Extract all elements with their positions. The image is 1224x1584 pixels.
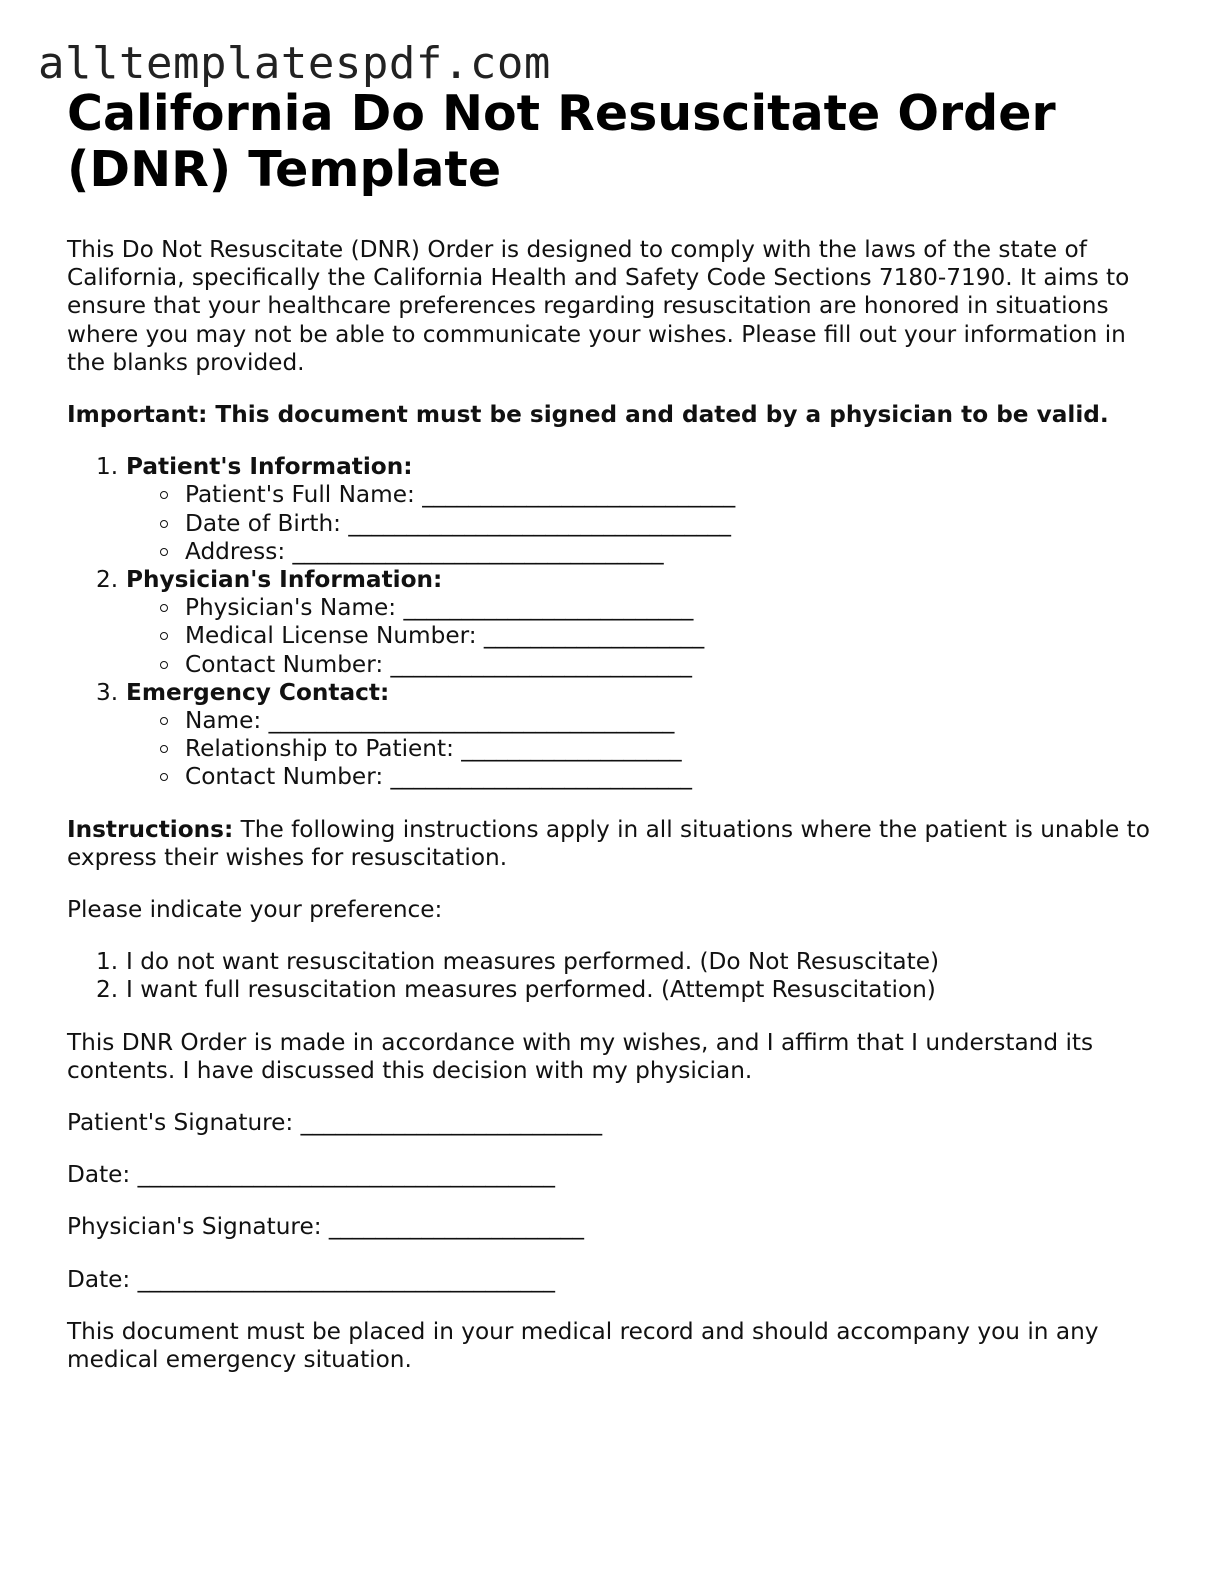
blank-line[interactable]: __________________________ xyxy=(390,650,692,678)
instructions-label: Instructions: xyxy=(67,815,234,843)
signature-label: Patient's Signature: xyxy=(67,1109,294,1137)
circle-bullet-icon xyxy=(160,661,168,669)
option-number: 1. xyxy=(96,948,119,976)
section-patient-info xyxy=(67,453,1167,566)
site-watermark: alltemplatespdf.com xyxy=(38,38,551,89)
blank-line[interactable]: __________________________ xyxy=(390,763,692,791)
signature-label: Physician's Signature: xyxy=(67,1213,322,1241)
blank-line[interactable]: __________________________ xyxy=(300,1109,603,1137)
physician-date-line[interactable] xyxy=(67,1266,1167,1294)
section-physician-info xyxy=(67,566,1167,679)
field-label: Medical License Number: xyxy=(185,622,477,650)
circle-bullet-icon xyxy=(160,548,168,556)
field-label: Contact Number: xyxy=(185,763,384,791)
circle-bullet-icon xyxy=(160,491,168,499)
option-text: I want full resuscitation measures performed. (Attempt Resuscitation) xyxy=(126,976,936,1004)
field-label: Date of Birth: xyxy=(185,509,341,537)
field-label: Address: xyxy=(185,537,286,565)
circle-bullet-icon xyxy=(160,604,168,612)
instructions-paragraph xyxy=(67,816,1167,872)
field-date-of-birth[interactable] xyxy=(126,510,1167,538)
preference-option-dnr[interactable] xyxy=(67,948,1167,976)
section-title: Patient's Information: xyxy=(126,453,413,481)
document-page xyxy=(67,86,1167,1374)
circle-bullet-icon xyxy=(160,632,168,640)
field-label: Physician's Name: xyxy=(185,594,397,622)
blank-line[interactable]: ___________________________________ xyxy=(268,707,675,735)
date-label: Date: xyxy=(67,1265,131,1293)
section-number: 2. xyxy=(96,566,119,594)
blank-line[interactable]: ____________________________________ xyxy=(137,1265,555,1293)
patient-signature-line[interactable] xyxy=(67,1109,1167,1137)
intro-paragraph: This Do Not Resuscitate (DNR) Order is designed to comply with the laws of the state of California, specifically the California Health and Safety Code Sections 7180-7190. It aims to ensure that your healthcare preferences regarding resuscitation are honored in situations where you may not be able to communicate your wishes. Please fill out your information in the blanks provided. xyxy=(67,236,1130,376)
affirmation-paragraph: This DNR Order is made in accordance with my wishes, and I affirm that I understand its contents. I have discussed this decision with my physician. xyxy=(67,1028,1094,1084)
field-address[interactable] xyxy=(126,538,1167,566)
blank-line[interactable]: _________________________ xyxy=(403,594,694,622)
field-physician-name[interactable] xyxy=(126,594,1167,622)
blank-line[interactable]: _________________________________ xyxy=(348,509,731,537)
circle-bullet-icon xyxy=(160,745,168,753)
instructions-text: The following instructions apply in all situations where the patient is unable to express their wishes for resuscitation. xyxy=(67,815,1150,871)
blank-line[interactable]: ______________________ xyxy=(328,1213,584,1241)
patient-date-line[interactable] xyxy=(67,1161,1167,1189)
closing-paragraph: This document must be placed in your medical record and should accompany you in any medical emergency situation. xyxy=(67,1317,1099,1374)
info-sections xyxy=(67,453,1167,791)
preference-options xyxy=(67,948,1167,1004)
field-label: Relationship to Patient: xyxy=(185,735,454,763)
field-relationship-to-patient[interactable] xyxy=(126,735,1167,763)
field-patient-full-name[interactable] xyxy=(126,481,1167,509)
circle-bullet-icon xyxy=(160,773,168,781)
option-text: I do not want resuscitation measures performed. (Do Not Resuscitate) xyxy=(126,948,940,976)
section-title: Emergency Contact: xyxy=(126,678,390,706)
field-physician-contact-number[interactable] xyxy=(126,651,1167,679)
blank-line[interactable]: ________________________________ xyxy=(292,537,664,565)
blank-line[interactable]: ___________________ xyxy=(461,735,682,763)
field-medical-license-number[interactable] xyxy=(126,622,1167,650)
physician-signature-line[interactable] xyxy=(67,1213,1167,1241)
section-title: Physician's Information: xyxy=(126,566,443,594)
blank-line[interactable]: ___________________ xyxy=(483,622,705,650)
field-emergency-name[interactable] xyxy=(126,707,1167,735)
option-number: 2. xyxy=(96,976,119,1004)
blank-line[interactable]: ___________________________ xyxy=(422,481,736,509)
blank-line[interactable]: ____________________________________ xyxy=(137,1161,555,1189)
circle-bullet-icon xyxy=(160,520,168,528)
section-number: 1. xyxy=(96,453,119,481)
preference-prompt: Please indicate your preference: xyxy=(67,896,443,924)
field-emergency-contact-number[interactable] xyxy=(126,763,1167,791)
field-label: Name: xyxy=(185,707,262,735)
field-label: Patient's Full Name: xyxy=(185,481,415,509)
preference-option-attempt[interactable] xyxy=(67,976,1167,1004)
section-emergency-contact xyxy=(67,679,1167,792)
section-number: 3. xyxy=(96,678,119,706)
important-notice: Important: This document must be signed and dated by a physician to be valid. xyxy=(67,401,1109,429)
circle-bullet-icon xyxy=(160,717,168,725)
date-label: Date: xyxy=(67,1161,131,1189)
document-title: California Do Not Resuscitate Order (DNR) Template xyxy=(67,85,1056,198)
field-label: Contact Number: xyxy=(185,650,384,678)
